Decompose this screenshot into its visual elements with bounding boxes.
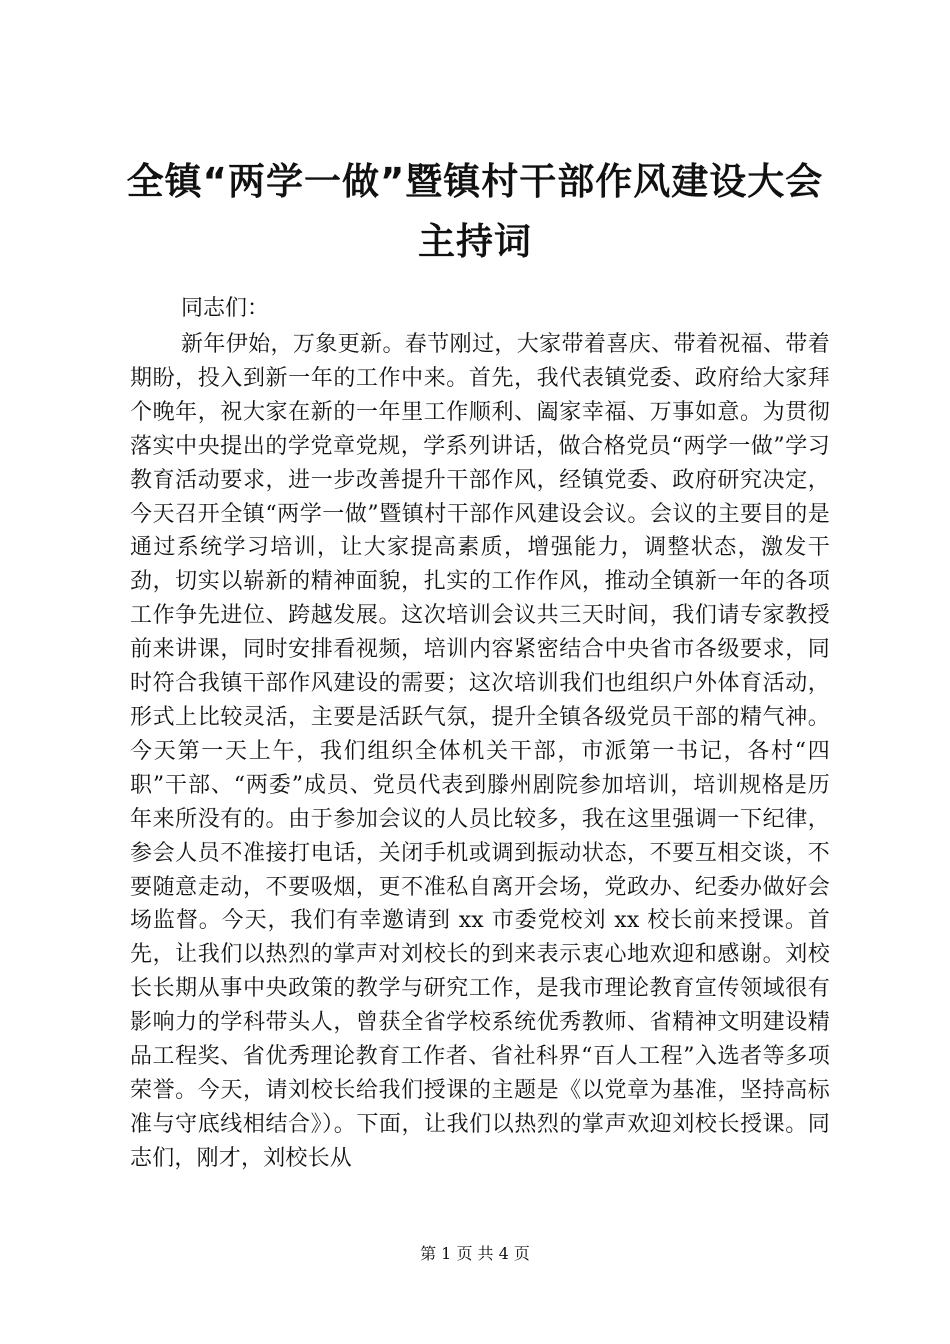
body-paragraph: 新年伊始，万象更新。春节刚过，大家带着喜庆、带着祝福、带着期盼，投入到新一年的工作中来。首先，我代表镇党委、政府给大家拜个晚年，祝大家在新的一年里工作顺利、阖家幸福、万事如意。为贯彻落实中央提出的学党章党规，学系列讲话，做合格党员“两学一做”学习教育活动要求，进一步改善提升干部作风，经镇党委、政府研究决定，今天召开全镇“两学一做”暨镇村干部作风建设会议。会议的主要目的是通过系统学习培训，让大家提高素质，增强能力，调整状态，激发干劲，切实以崭新的精神面貌，扎实的工作作风，推动全镇新一年的各项工作争先进位、跨越发展。这次培训会议共三天时间，我们请专家教授前来讲课，同时安排看视频，培训内容紧密结合中央省市各级要求，同时符合我镇干部作风建设的需要；这次培训我们也组织户外体育活动，形式上比较灵活，主要是活跃气氛，提升全镇各级党员干部的精气神。今天第一天上午，我们组织全体机关干部，市派第一书记，各村“四职”干部、“两委”成员、党员代表到滕州剧院参加培训，培训规格是历年来所没有的。由于参加会议的人员比较多，我在这里强调一下纪律，参会人员不准接打电话，关闭手机或调到振动状态，不要互相交谈，不要随意走动，不要吸烟，更不准私自离开会场，党政办、纪委办做好会场监督。今天，我们有幸邀请到 xx 市委党校刘 xx 校长前来授课。首先，让我们以热烈的掌声对刘校长的到来表示衷心地欢迎和感谢。刘校长长期从事中央政策的教学与研究工作，是我市理论教育宣传领域很有影响力的学科带头人，曾获全省学校系统优秀教师、省精神文明建设精品工程奖、省优秀理论教育工作者、省社科界“百人工程”入选者等多项荣誉。今天，请刘校长给我们授课的主题是《以党章为基准，坚持高标准与守底线相结合》）。下面，让我们以热烈的掌声欢迎刘校长授课。同志们，刚才，刘校长从 <box>130 332 830 1171</box>
document-title: 全镇“两学一做”暨镇村干部作风建设大会主持词 <box>126 160 824 263</box>
page-number-footer: 第 1 页 共 4 页 <box>420 1244 530 1263</box>
salutation: 同志们： <box>181 296 270 321</box>
